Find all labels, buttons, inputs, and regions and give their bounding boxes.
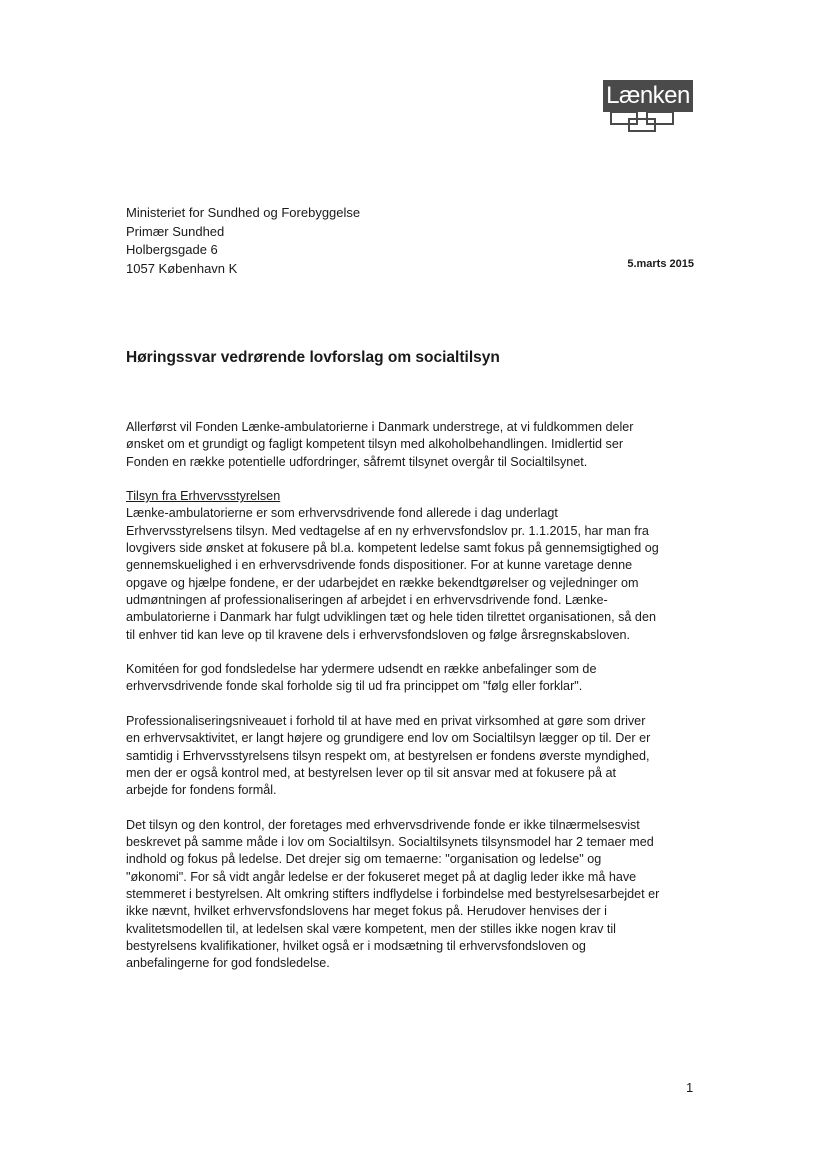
logo-wordmark: Lænken <box>603 80 693 112</box>
paragraph-professionalisering: Professionaliseringsniveauet i forhold til at have med en privat virksomhed at gøre som driver en erhvervsaktivitet, er langt højere og grundigere end lov om Socialtilsyn lægger op til. Der er samtidig i Erhvervsstyrelsens tilsyn respekt om, at bestyrelsen er fondens øverste myndighed, men der er også kontrol med, at bestyrelsen lever op til sit ansvar med at fokusere på at arbejde for fondens formål. <box>126 714 651 798</box>
chain-links-icon <box>609 110 689 134</box>
page-number: 1 <box>686 1080 694 1095</box>
paragraph-komiteen: Komitéen for god fondsledelse har ydermere udsendt en række anbefalinger som de erhvervsdrivende fonde skal forholde sig til ud fra princippet om "følg eller forklar". <box>126 662 597 694</box>
recipient-line-3: Holbergsgade 6 <box>126 242 218 257</box>
recipient-address <box>126 204 360 278</box>
recipient-line-4: 1057 København K <box>126 260 238 276</box>
letter-body <box>126 419 706 990</box>
recipient-line-2: Primær Sundhed <box>126 223 225 239</box>
organization-logo <box>603 80 693 132</box>
recipient-line-1: Ministeriet for Sundhed og Forebyggelse <box>126 205 361 220</box>
paragraph-erhvervsstyrelsen: Lænke-ambulatorierne er som erhvervsdrivende fond allerede i dag underlagt Erhvervsstyrelsens tilsyn. Med vedtagelse af en ny erhvervsfondslov pr. 1.1.2015, har man fra lovgivers side ønsket at fokusere på bl.a. kompetent ledelse samt fokus på gennemsigtighed og gennemskuelighed i en erhvervsdrivende fonds dispositioner. For at kunne varetage denne opgave og hjælpe fondene, er der udarbejdet en række bekendtgørelser og vejledninger om udmøntningen af professionaliseringen af arbejdet i en erhvervsdrivende fond. Lænke- ambulatorierne i Danmark har fulgt udviklingen tæt og hele tiden tilrettet organisationen, så den til enhver tid kan leve op til kravene dels i erhvervsfondsloven og følge årsregnskabsloven. <box>126 506 659 642</box>
section-heading: Tilsyn fra Erhvervsstyrelsen <box>126 489 281 504</box>
letter-date: 5.marts 2015 <box>627 258 694 270</box>
paragraph-tilsyn-kontrol: Det tilsyn og den kontrol, der foretages med erhvervsdrivende fonde er ikke tilnærmelsesvist beskrevet på samme måde i lov om Socialtilsyn. Socialtilsynets tilsynsmodel har 2 temaer med indhold og fokus på ledelse. Det drejer sig om temaerne: "organisation og ledelse" og "økonomi". For så vidt angår ledelse er der fokuseret meget på at daglig leder ikke må have stemmeret i bestyrelsen. Alt omkring stifters indflydelse i forbindelse med bestyrelsesarbejdet er ikke nævnt, hvilket erhvervsfondslovens har meget fokus på. Herudover henvises der i kvalitetsmodellen til, at ledelsen skal være kompetent, men der stilles ikke nogen krav til bestyrelsens kvalifikationer, hvilket også er i modsætning til erhvervsfondsloven og anbefalingerne for god fondsledelse. <box>126 817 660 971</box>
paragraph-intro: Allerførst vil Fonden Lænke-ambulatorierne i Danmark understrege, at vi fuldkommen deler ønsket om et grundigt og fagligt kompetent tilsyn med alkoholbehandlingen. Imidlertid ser Fonden en række potentielle udfordringer, såfremt tilsynet overgår til Socialtilsynet. <box>126 420 634 469</box>
letter-title: Høringssvar vedrørende lovforslag om socialtilsyn <box>126 349 500 366</box>
